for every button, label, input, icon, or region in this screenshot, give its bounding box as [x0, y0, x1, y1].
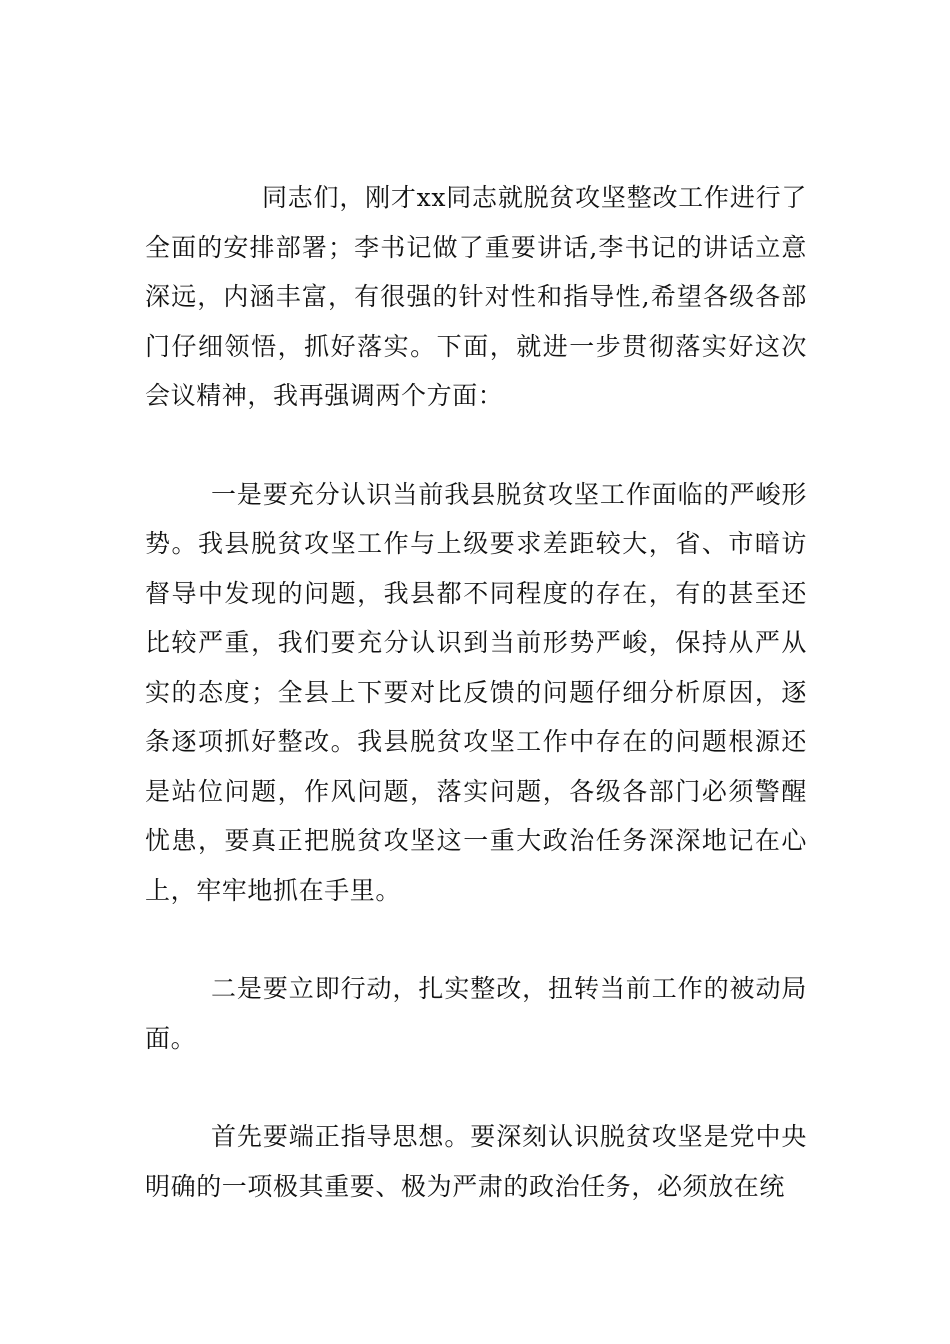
paragraph-first-step: 首先要端正指导思想。要深刻认识脱贫攻坚是党中央明确的一项极其重要、极为严肃的政治任务，必须放在统 [145, 1122, 807, 1201]
document-body [145, 173, 807, 1211]
paragraph-point-two: 二是要立即行动，扎实整改，扭转当前工作的被动局面。 [145, 974, 807, 1053]
paragraph-opening: 同志们，刚才xx同志就脱贫攻坚整改工作进行了全面的安排部署；李书记做了重要讲话,李书记的讲话立意深远，内涵丰富，有很强的针对性和指导性,希望各级各部门仔细领悟，抓好落实。下面，就进一步贯彻落实好这次会议精神，我再强调两个方面： [145, 183, 807, 410]
paragraph-point-one: 一是要充分认识当前我县脱贫攻坚工作面临的严峻形势。我县脱贫攻坚工作与上级要求差距较大，省、市暗访督导中发现的问题，我县都不同程度的存在，有的甚至还比较严重，我们要充分认识到当前形势严峻，保持从严从实的态度；全县上下要对比反馈的问题仔细分析原因，逐条逐项抓好整改。我县脱贫攻坚工作中存在的问题根源还是站位问题，作风问题，落实问题，各级各部门必须警醒忧患，要真正把脱贫攻坚这一重大政治任务深深地记在心上，牢牢地抓在手里。 [145, 479, 807, 905]
